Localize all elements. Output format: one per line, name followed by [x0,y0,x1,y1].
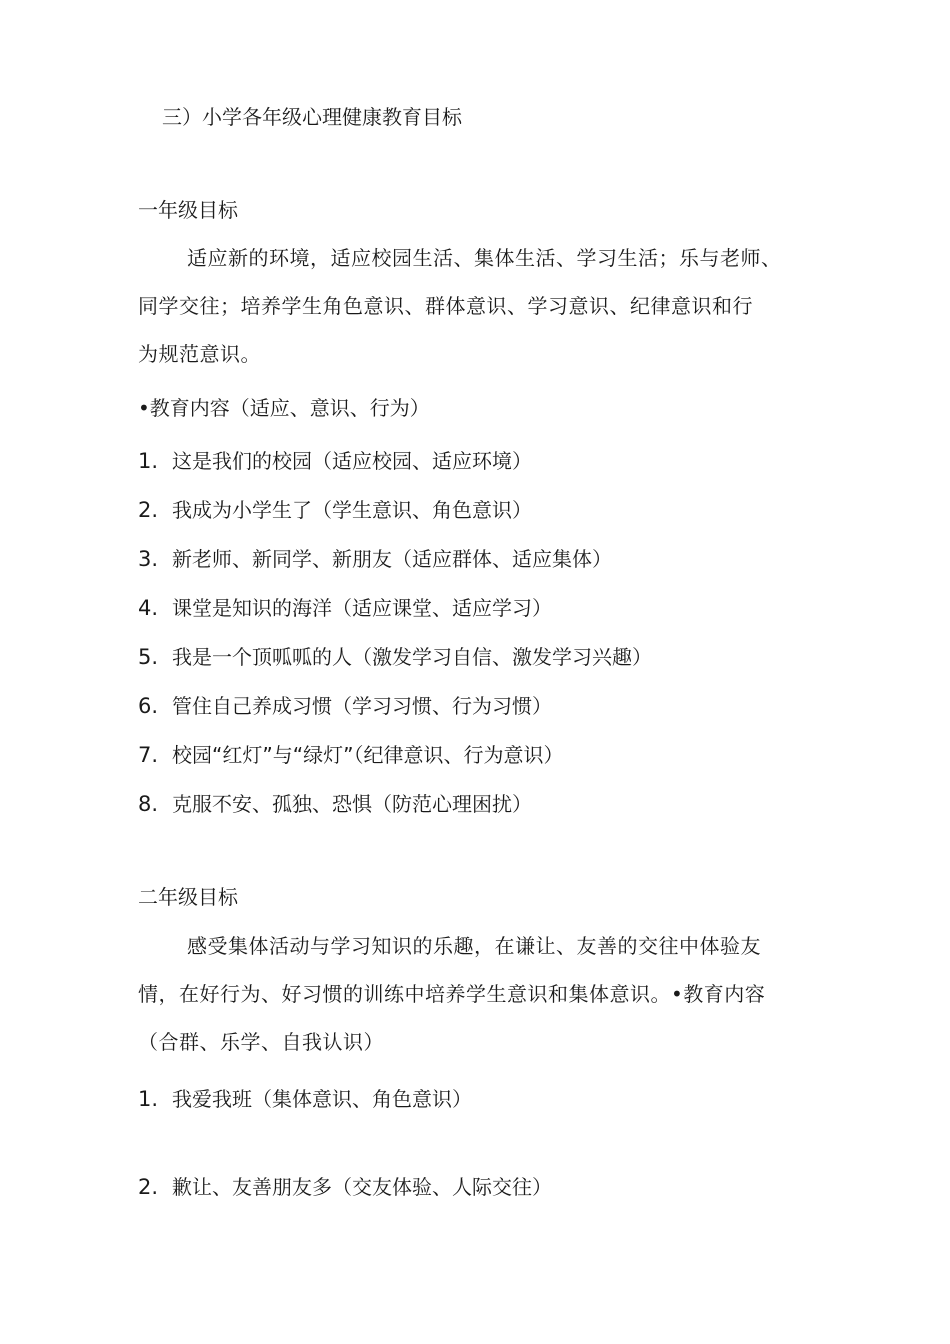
list-item-number: 4. [138,596,159,620]
list-item-number: 5. [138,645,159,669]
grade1-goal-line: 同学交往；培养学生角色意识、群体意识、学习意识、纪律意识和行 [138,294,753,318]
grade1-goal-line: 适应新的环境，适应校园生活、集体生活、学习生活；乐与老师、 [187,246,782,270]
list-item [138,1173,552,1201]
list-item-number: 1. [138,449,159,473]
grade1-heading: 一年级目标 [138,198,238,222]
grade2-heading: 二年级目标 [138,885,238,909]
list-item [138,496,532,524]
list-item-number: 8. [138,792,159,816]
list-item-text: 校园“红灯”与“绿灯”（纪律意识、行为意识） [172,743,564,767]
list-item [138,741,563,769]
list-item-number: 1. [138,1087,159,1111]
list-item-text: 这是我们的校园（适应校园、适应环境） [172,449,532,473]
section-title: 三）小学各年级心理健康教育目标 [162,105,462,129]
list-item-text: 克服不安、孤独、恐惧（防范心理困扰） [172,792,532,816]
grade2-goal-line: 情，在好行为、好习惯的训练中培养学生意识和集体意识。•教育内容 [138,982,766,1006]
list-item-number: 6. [138,694,159,718]
grade1-content-label: •教育内容（适应、意识、行为） [138,396,430,420]
list-item-text: 管住自己养成习惯（学习习惯、行为习惯） [172,694,552,718]
grade2-goal-line: 感受集体活动与学习知识的乐趣，在谦让、友善的交往中体验友 [187,934,761,958]
list-item [138,594,552,622]
list-item [138,790,532,818]
list-item-text: 课堂是知识的海洋（适应课堂、适应学习） [172,596,552,620]
grade2-goal-line: （合群、乐学、自我认识） [138,1030,384,1054]
list-item-number: 2. [138,1175,159,1199]
list-item-text: 新老师、新同学、新朋友（适应群体、适应集体） [172,547,612,571]
grade1-goal-paragraph [138,234,838,378]
list-item [138,545,612,573]
list-item-text: 我是一个顶呱呱的人（激发学习自信、激发学习兴趣） [172,645,652,669]
list-item-text: 歉让、友善朋友多（交友体验、人际交往） [172,1175,552,1199]
list-item [138,692,552,720]
list-item-number: 7. [138,743,159,767]
list-item-number: 3. [138,547,159,571]
list-item-text: 我成为小学生了（学生意识、角色意识） [172,498,532,522]
grade2-goal-paragraph [138,922,838,1066]
grade1-goal-line: 为规范意识。 [138,342,261,366]
list-item [138,643,652,671]
list-item-text: 我爱我班（集体意识、角色意识） [172,1087,472,1111]
list-item-number: 2. [138,498,159,522]
list-item [138,1085,472,1113]
list-item [138,447,532,475]
